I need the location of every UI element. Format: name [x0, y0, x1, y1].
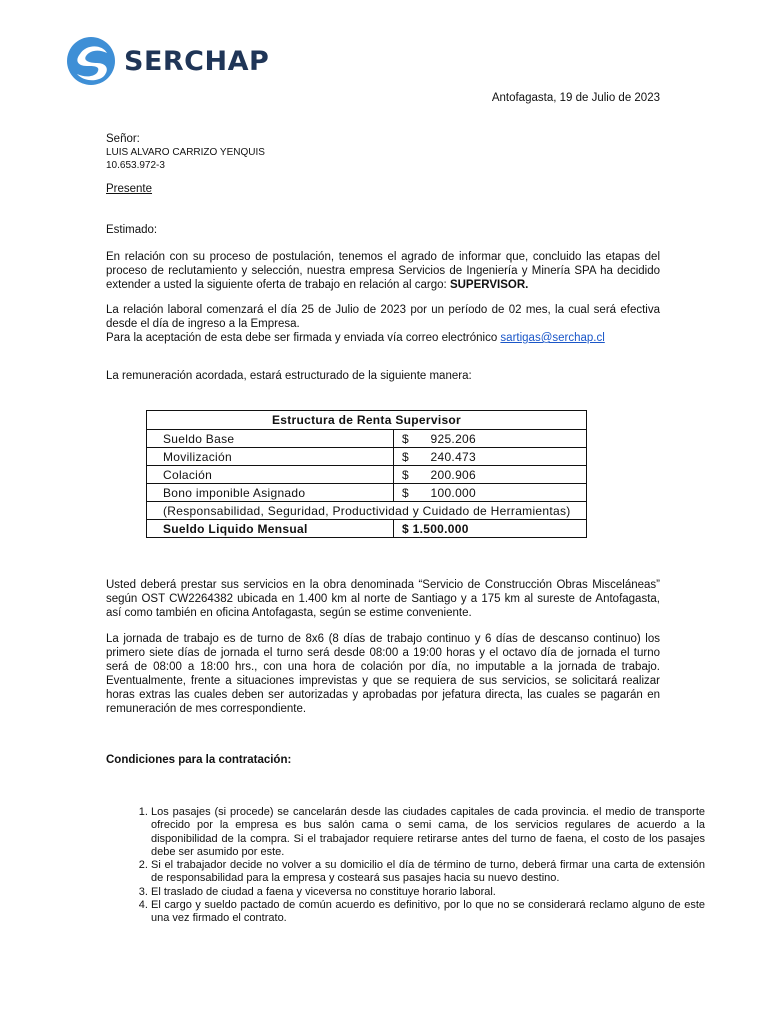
total-amount: $ 1.500.000 — [394, 520, 587, 538]
row-label: Bono imponible Asignado — [147, 484, 394, 502]
cargo-label: SUPERVISOR. — [449, 279, 529, 291]
company-logo — [66, 36, 269, 86]
table-total-row — [147, 520, 587, 538]
salary-table — [146, 410, 587, 538]
list-item: 3. El traslado de ciudad a faena y viceversa no constituye horario laboral. — [151, 886, 705, 899]
row-amount: $ 100.000 — [394, 484, 587, 502]
list-item: 4. El cargo y sueldo pactado de común acuerdo es definitivo, por lo que no se considerará reclamo alguno de este una vez firmado el contrato. — [151, 899, 705, 926]
conditions-list — [106, 806, 705, 926]
table-note: (Responsabilidad, Seguridad, Productividad y Cuidado de Herramientas) — [147, 502, 587, 520]
row-amount: $ 925.206 — [394, 430, 587, 448]
paragraph-offer — [106, 250, 660, 292]
email-link[interactable]: sartigas@serchap.cl — [500, 332, 605, 344]
greeting: Estimado: — [106, 224, 158, 236]
recipient-id: 10.653.972-3 — [106, 160, 165, 171]
paragraph-offer-text: En relación con su proceso de postulación, tenemos el agrado de informar que, concluido las etapas del proceso de reclutamiento y selección, nuestra empresa Servicios de Ingeniería y Minería SPA ha decidido extender a usted la siguiente oferta de trabajo en relación al cargo: — [106, 251, 660, 291]
recipient-block — [106, 132, 660, 172]
salutation: Señor: — [106, 133, 140, 145]
table-row — [147, 448, 587, 466]
letter-date: Antofagasta, 19 de Julio de 2023 — [491, 92, 660, 104]
table-row — [147, 430, 587, 448]
list-item: 1. Los pasajes (si procede) se cancelarán desde las ciudades capitales de cada provincia. el medio de transporte ofrecido por la empresa es bus salón cama o semi cama, de los servicios regulares de acuerdo a la disponibilidad de la compra. Si el trabajador requiere retirarse antes del turno de faena, el costo de los pasajes debe ser asumido por este. — [151, 806, 705, 859]
conditions-heading: Condiciones para la contratación: — [106, 754, 292, 766]
row-label: Sueldo Base — [147, 430, 394, 448]
paragraph-start-line2: Para la aceptación de esta debe ser firmada y enviada vía correo electrónico — [106, 332, 501, 344]
row-amount: $ 240.473 — [394, 448, 587, 466]
table-row — [147, 484, 587, 502]
presente-label: Presente — [106, 183, 153, 195]
total-label: Sueldo Liquido Mensual — [147, 520, 394, 538]
logo-text: SERCHAP — [124, 45, 270, 77]
paragraph-start-line1: La relación laboral comenzará el día 25 de Julio de 2023 por un período de 02 mes, la cual será efectiva desde el día de ingreso a la Empresa. — [106, 304, 660, 330]
row-amount: $ 200.906 — [394, 466, 587, 484]
table-title: Estructura de Renta Supervisor — [147, 411, 587, 430]
row-label: Colación — [147, 466, 394, 484]
paragraph-schedule: La jornada de trabajo es de turno de 8x6 (8 días de trabajo continuo y 6 días de descanso continuo) los primero siete días de jornada el turno será desde 08:00 a 19:00 horas y el octavo día de jornada el turno será de 08:00 a 18:00 hrs., con una hora de colación por día, no imputable a la jornada de trabajo. Eventualmente, frente a situaciones imprevistas y que se requiera de sus servicios, se solicitará realizar horas extras las cuales deben ser autorizadas y aprobadas por jefatura directa, las cuales se pagarán en remuneración de mes correspondiente. — [106, 633, 660, 715]
serchap-logo-icon — [66, 36, 116, 86]
table-note-row — [147, 502, 587, 520]
recipient-name: LUIS ALVARO CARRIZO YENQUIS — [106, 147, 265, 158]
paragraph-location: Usted deberá prestar sus servicios en la obra denominada “Servicio de Construcción Obras Misceláneas” según OST CW2264382 ubicada en 1.400 km al norte de Santiago y a 175 km al sureste de Antofagasta, así como también en oficina Antofagasta, según se estime conveniente. — [106, 579, 660, 619]
paragraph-start — [106, 303, 660, 345]
row-label: Movilización — [147, 448, 394, 466]
table-header-row — [147, 411, 587, 430]
remuneration-intro: La remuneración acordada, estará estructurado de la siguiente manera: — [106, 370, 472, 382]
table-row — [147, 466, 587, 484]
list-item: 2. Si el trabajador decide no volver a su domicilio el día de término de turno, deberá firmar una carta de extensión de responsabilidad para la empresa y costeará sus pasajes hacia su nuevo destino. — [151, 859, 705, 886]
